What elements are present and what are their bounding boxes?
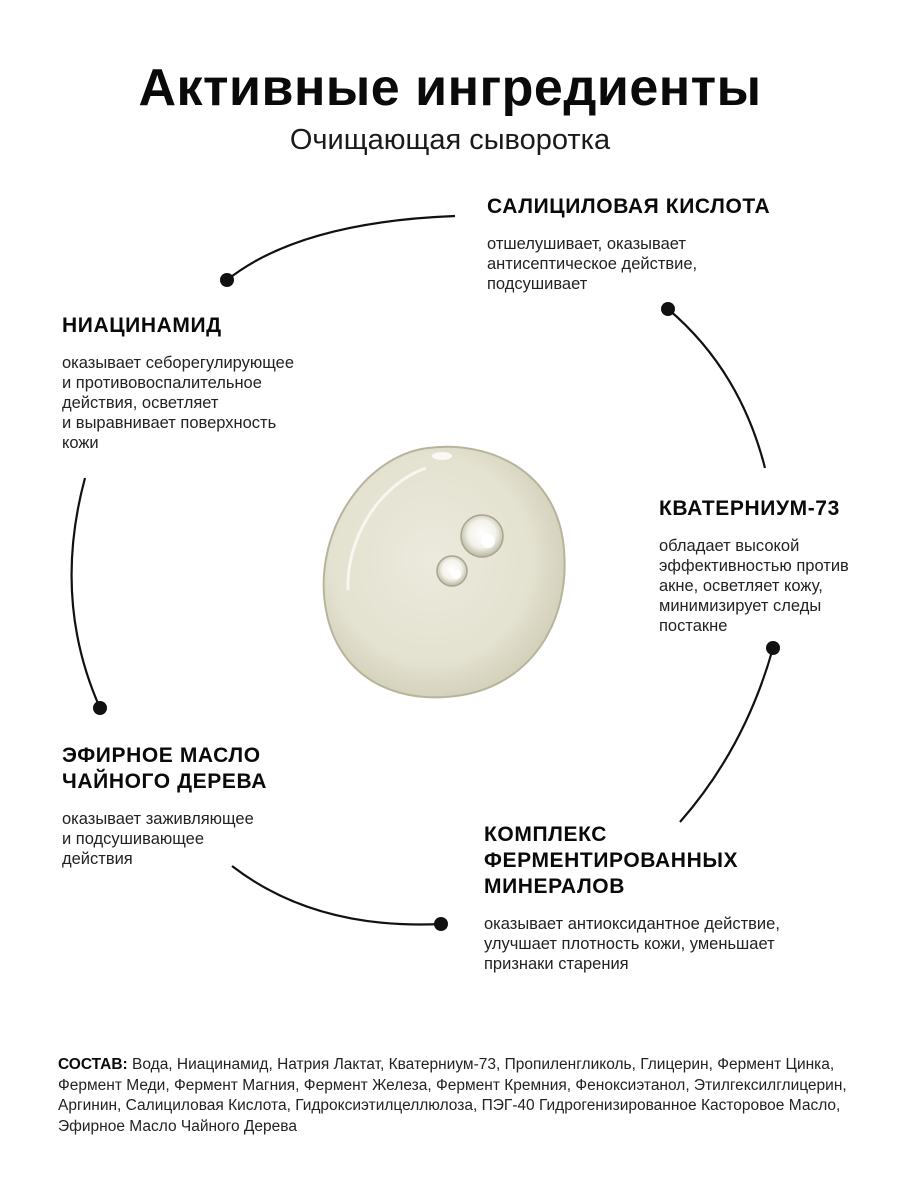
dot-niacinamide <box>93 701 107 715</box>
arc-niacinamide <box>72 478 100 708</box>
dot-minerals-right <box>766 641 780 655</box>
composition-list: Вода, Ниацинамид, Натрия Лактат, Кватерниум-73, Пропиленгликоль, Глицерин, Фермент Цинка, Фермент Меди, Фермент Магния, Фермент Железа, Фермент Кремния, Феноксиэтанол, Этилгексилглицерин, Аргинин, Салициловая Кислота, Гидроксиэтилцеллюлоза, ПЭГ-40 Гидрогенизированное Касторовое Масло, Эфирное Масло Чайного Дерева <box>58 1056 847 1135</box>
serum-drop-image <box>318 440 578 710</box>
dot-tea-tree <box>434 917 448 931</box>
composition-label: СОСТАВ: <box>58 1056 128 1073</box>
ingredient-salicylic-acid <box>487 194 807 294</box>
ingredient-description: оказывает себорегулирующее и противовоспалительное действия, осветляет и выравнивает поверхность кожи <box>62 354 295 452</box>
dot-salicylic <box>220 273 234 287</box>
ingredient-description: обладает высокой эффективностью против акне, осветляет кожу, минимизирует следы постакне <box>659 537 849 635</box>
ingredient-name: НИАЦИНАМИД <box>62 314 222 337</box>
ingredient-name: САЛИЦИЛОВАЯ КИСЛОТА <box>487 195 771 218</box>
ingredient-name: КОМПЛЕКС ФЕРМЕНТИРОВАННЫХ МИНЕРАЛОВ <box>484 823 739 898</box>
ingredient-description: оказывает заживляющее и подсушивающее действия <box>62 810 254 868</box>
composition-text <box>58 1055 848 1137</box>
arc-minerals-right <box>680 648 773 822</box>
ingredient-name: КВАТЕРНИУМ-73 <box>659 497 840 520</box>
ingredient-niacinamide <box>62 313 362 453</box>
ingredient-quaternium-73 <box>659 496 889 636</box>
ingredient-name: ЭФИРНОЕ МАСЛО ЧАЙНОГО ДЕРЕВА <box>62 744 267 793</box>
page-subtitle: Очищающая сыворотка <box>289 124 611 156</box>
ingredient-mineral-complex <box>484 822 864 974</box>
ingredient-tea-tree-oil <box>62 743 342 869</box>
ingredient-description: отшелушивает, оказывает антисептическое действие, подсушивает <box>487 235 698 293</box>
page-title: Активные ингредиенты <box>138 59 762 117</box>
arc-quaternium-top <box>668 309 765 468</box>
ingredient-description: оказывает антиоксидантное действие, улучшает плотность кожи, уменьшает признаки старения <box>484 915 780 973</box>
arc-tea-tree <box>232 866 441 925</box>
dot-quaternium <box>661 302 675 316</box>
arc-salicylic <box>227 216 455 280</box>
